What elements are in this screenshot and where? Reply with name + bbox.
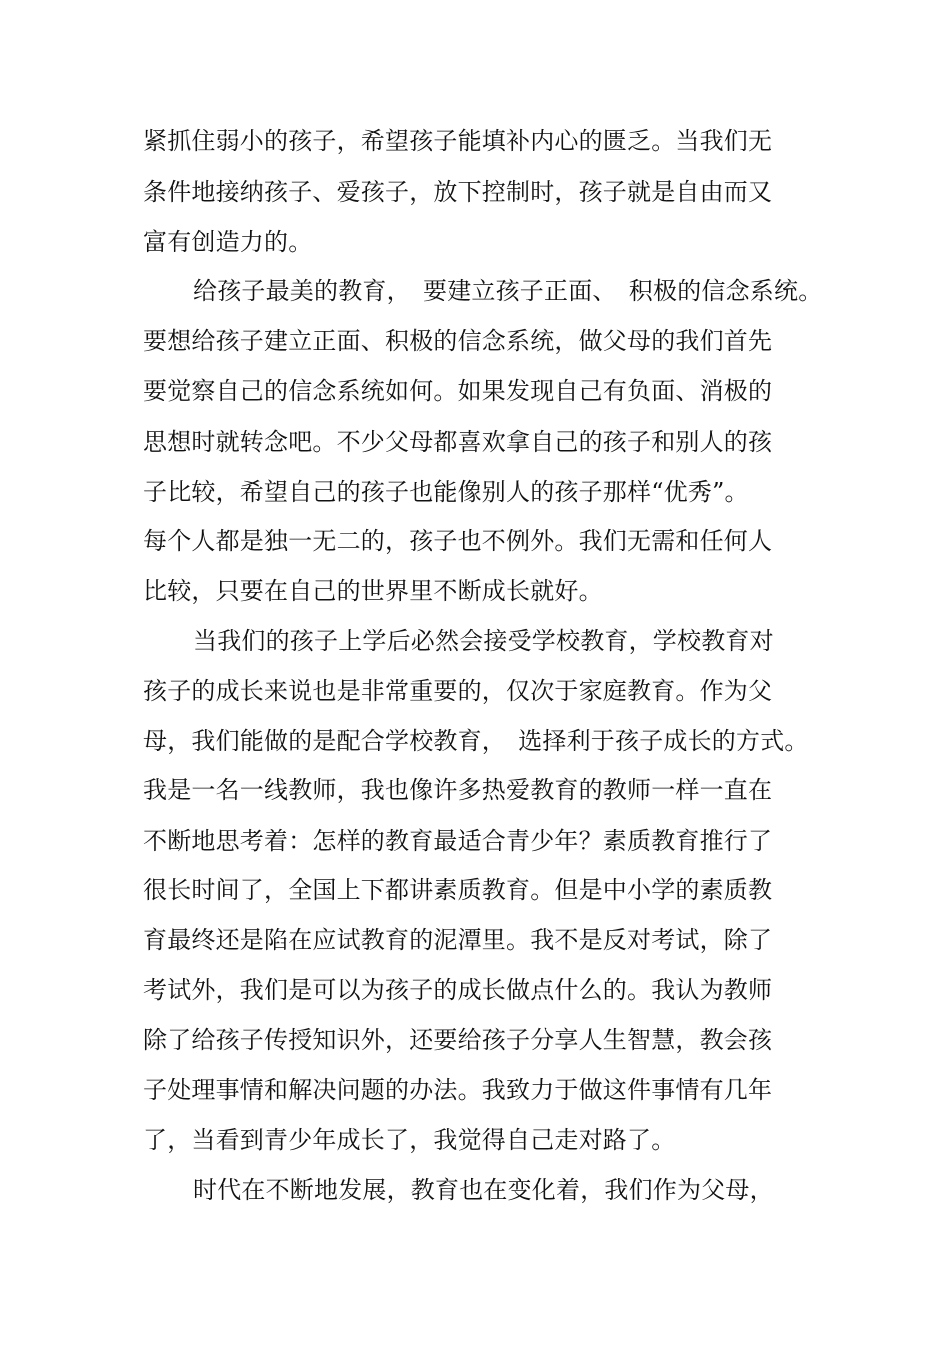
text-line: 要想给孩子建立正面、积极的信念系统，做父母的我们首先	[143, 327, 773, 355]
text-line: 富有创造力的。	[143, 228, 313, 256]
paragraph-first-line: 当我们的孩子上学后必然会接受学校教育，学校教育对	[193, 627, 774, 655]
text-line: 子比较，希望自己的孩子也能像别人的孩子那样“优秀”。	[143, 478, 749, 506]
text-line: 孩子的成长来说也是非常重要的，仅次于家庭教育。作为父	[143, 677, 773, 705]
text-line: 我是一名一线教师，我也像许多热爱教育的教师一样一直在	[143, 776, 773, 804]
text-line: 紧抓住弱小的孩子，希望孩子能填补内心的匮乏。当我们无	[143, 127, 773, 155]
text-line: 比较，只要在自己的世界里不断成长就好。	[143, 577, 603, 605]
text-line: 要觉察自己的信念系统如何。如果发现自己有负面、消极的	[143, 377, 773, 405]
text-line: 了，当看到青少年成长了，我觉得自己走对路了。	[143, 1126, 676, 1154]
text-line: 很长时间了，全国上下都讲素质教育。但是中小学的素质教	[143, 876, 773, 904]
text-line: 每个人都是独一无二的，孩子也不例外。我们无需和任何人	[143, 527, 773, 555]
text-line: 条件地接纳孩子、爱孩子，放下控制时，孩子就是自由而又	[143, 178, 773, 206]
text-line: 不断地思考着：怎样的教育最适合青少年？素质教育推行了	[143, 827, 773, 855]
text-line: 除了给孩子传授知识外，还要给孩子分享人生智慧，教会孩	[143, 1026, 773, 1054]
text-line: 母，我们能做的是配合学校教育， 选择利于孩子成长的方式。	[143, 727, 809, 755]
text-line: 考试外，我们是可以为孩子的成长做点什么的。我认为教师	[143, 976, 773, 1004]
paragraph-first-line: 给孩子最美的教育， 要建立孩子正面、 积极的信念系统。	[193, 277, 823, 305]
text-line: 育最终还是陷在应试教育的泥潭里。我不是反对考试，除了	[143, 926, 773, 954]
text-line: 子处理事情和解决问题的办法。我致力于做这件事情有几年	[143, 1076, 773, 1104]
text-line: 思想时就转念吧。不少父母都喜欢拿自己的孩子和别人的孩	[143, 428, 773, 456]
paragraph-first-line: 时代在不断地发展，教育也在变化着，我们作为父母，	[193, 1176, 774, 1204]
